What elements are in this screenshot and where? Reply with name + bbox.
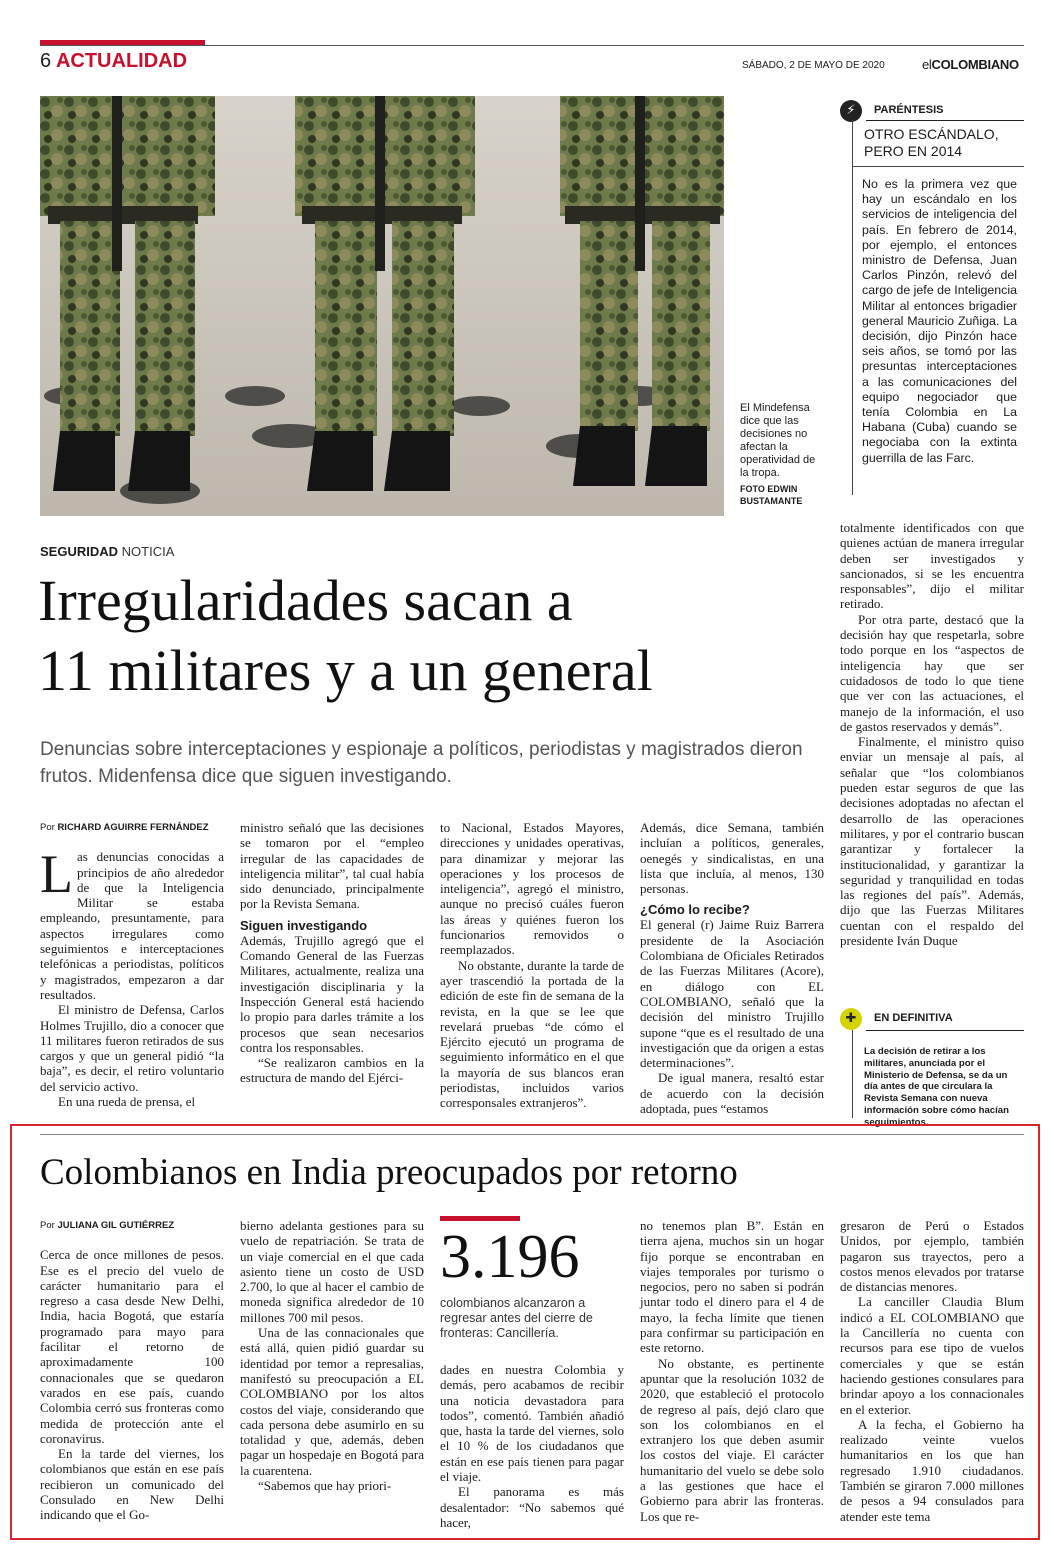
photo-credit: FOTO EDWIN BUSTAMANTE [740, 484, 803, 506]
article-deck: Denuncias sobre interceptaciones y espionaje a políticos, periodistas y magistrados dieron frutos. Midenfensa dice que siguen investigando. [40, 739, 803, 787]
article2-col-2: bierno adelanta gestiones para su vuelo de repatriación. Se trata de un viaje comercial en el que cada asiento tiene un costo de USD 2.700, lo que al hacer el cambio de moneda significa alrededor de 10 millones 700 mil pesos. Una de las connacionales que está allá, quien pidió guardar su identidad por temor a represalias, manifestó su preocupación a EL COLOMBIANO por los altos costos del viaje, considerando que cada persona debe asumirlo en su totalidad y que, además, deben pagar un hospedaje en Bogotá para la cuarentena. “Sabemos que hay priori- [240, 1218, 424, 1494]
article2-author: JULIANA GIL GUTIÉRREZ [57, 1220, 175, 1231]
summary-icon: ✚ [840, 1008, 862, 1030]
article-headline [38, 566, 828, 706]
summary-label: EN DEFINITIVA [874, 1012, 953, 1024]
summary-left-rule [852, 1030, 853, 1118]
section-header [40, 50, 187, 73]
soldiers-photo [40, 96, 724, 516]
issue-date: SÁBADO, 2 DE MAYO DE 2020 [742, 60, 885, 71]
article1-byline: Por RICHARD AGUIRRE FERNÁNDEZ [40, 822, 209, 833]
subhead-como-lo-recibe: ¿Cómo lo recibe? [640, 902, 750, 918]
article2-byline: Por JULIANA GIL GUTIÉRREZ [40, 1220, 175, 1231]
lead-photo [40, 96, 724, 516]
article1-col-3: to Nacional, Estados Mayores, direcciones y unidades operativas, para dinamizar y mejorar las operaciones y los procesos de inteligencia”, agregó el ministro, aunque no precisó cuáles fueron las áreas y quiénes fueron los funcionarios removidos o reemplazados. No obstante, durante la tarde de ayer trascendió la portada de la edición de este fin de semana de la revista, en la que se lee que revelará pruebas “de cómo el Ejército ejecutó un programa de seguimiento informático en el que la mayoría de sus blancos eran periodistas, incluidos varios corresponsales extranjeros”. [440, 820, 624, 1111]
photo-caption-text: El Mindefensa dice que las decisiones no afectan la operatividad de la tropa. [740, 402, 816, 479]
article1-col-1: Por RICHARD AGUIRRE FERNÁNDEZ Las denuncias conocidas a principios de año alrededor de que la Inteligencia Militar se estaba empleando, presuntamente, para aspectos irregulares como seguimientos e interceptaciones telefónicas a periodistas, políticos y magistrados, empezaron a dar resultados. El ministro de Defensa, Carlos Holmes Trujillo, dio a conocer que 11 militares fueron retirados de sus cargos y que un general pidió “la baja”, es decir, el retiro voluntario del servicio activo. En una rueda de prensa, el [40, 822, 224, 1110]
section-name: ACTUALIDAD [55, 50, 188, 72]
summary-text: La decisión de retirar a los militares, anunciada por el Ministerio de Defensa, se da un día antes de que circulara la Revista Semana con nueva información sobre cómo hacían seguimientos. [864, 1046, 1010, 1128]
kicker-type: NOTICIA [121, 544, 175, 559]
headline-line-1: Irregularidades sacan a [38, 568, 573, 633]
brand-prefix: el [922, 57, 932, 72]
article-kicker [40, 544, 174, 559]
page-number: 6 [40, 50, 52, 72]
sidebar-rule [866, 120, 1024, 121]
article2-col-1: Por JULIANA GIL GUTIÉRREZ Cerca de once millones de pesos. Ese es el precio del vuelo de carácter humanitario para el regreso a casa desde New Delhi, India, hacia Bogotá, que estaría programado para mayo para facilitar el retorno de aproximadamente 100 connacionales que se quedaron varados en ese país, cuando Colombia cerró sus fronteras como medida de protección ante el coronavirus. En la tarde del viernes, los colombianos que están en ese país recibieron un comunicado del Consulado en New Delhi indicando que el Go- [40, 1220, 224, 1523]
photo-caption [740, 402, 825, 507]
stat-text: colombianos alcanzaron a regresar antes del cierre de fronteras: Cancillería. [440, 1296, 593, 1340]
article2-top-rule [40, 1134, 1024, 1135]
headline-line-2: 11 militares y a un general [38, 638, 653, 703]
sidebar-title-rule [852, 166, 1024, 167]
summary-rule [866, 1030, 1024, 1031]
article2-col-5: gresaron de Perú o Estados Unidos, por ejemplo, también pagaron sus trayectos, pero a costos menos elevados por tratarse de distancias menores. La canciller Claudia Blum indicó a EL COLOMBIANO que la Cancillería no cuenta con recursos para ese tipo de vuelos comerciales y que se están haciendo gestiones consulares para brindar apoyo a los connacionales en el exterior. A la fecha, el Gobierno ha realizado veinte vuelos humanitarios en los que han regresado 1.910 ciudadanos. También se giraron 7.000 millones de pesos a 94 consulados para atender este tema [840, 1218, 1024, 1524]
sidebar-text: No es la primera vez que hay un escándalo en los servicios de inteligencia del país. En febrero de 2014, por ejemplo, el entonces ministro de Defensa, Juan Carlos Pinzón, relevó del cargo de jefe de Inteligencia Militar al entonces brigadier general Mauricio Zuñiga. La decisión, dijo Pinzón hace seis años, se tomó por las presuntas interceptaciones a las comunicaciones del equipo negociador que tenía Colombia en La Habana (Cuba) cuando se negociaba con la extinta guerrilla de las Farc. [862, 177, 1017, 465]
article1-col-4: Además, dice Semana, también incluían a políticos, generales, oenegés y sindicalistas, en una lista que incluía, al menos, 130 personas. ¿Cómo lo recibe? El general (r) Jaime Ruiz Barrera presidente de la Asociación Colombiana de Oficiales Retirados de las Fuerzas Militares (Acore), en diálogo con EL COLOMBIANO, señaló que la decisión del ministro Trujillo supone “que es el resultado de una investigación que da origen a estas determinaciones”. De igual manera, resaltó estar de acuerdo con la decisión adoptada, pues “estamos [640, 820, 824, 1117]
dropcap: L [40, 844, 73, 905]
article2-col-3: dades en nuestra Colombia y demás, pero acabamos de recibir una noticia devastadora para todos”, comentó. También añadió que, hasta la tarde del viernes, solo el 10 % de los ciudadanos que están en ese país tienen para pagar el viaje. El panorama es más desalentador: “No sabemos qué hacer, [440, 1362, 624, 1530]
article1-col-2: ministro señaló que las decisiones se tomaron por el “empleo irregular de las capacidades de inteligencia militar”, tal cual había sido denunciado, principalmente por la Revista Semana. Siguen investigando Además, Trujillo agregó que el Comando General de las Fuerzas Militares, actualmente, realiza una investigación disciplinaria y la Inspección General está haciendo lo propio para darles trámite a los procesos que sean necesarios contra los responsables. “Se realizaron cambios en la estructura de mando del Ejérci- [240, 820, 424, 1086]
article2-col-4: no tenemos plan B”. Están en tierra ajena, muchos sin un hogar fijo porque se encontraban en viajes temporales por turismo o negocios, pero no saben si podrán juntar todo el dinero para el 4 de mayo, la fecha límite que tienen para confirmar su participación en este retorno. No obstante, es pertinente apuntar que la resolución 1032 de 2020, que estableció el protocolo de regreso al país, dejó claro que son los colombianos en el extranjero los que deben asumir los costos del viaje. El carácter humanitario del vuelo se debe solo a las gestiones que hace el Gobierno para abrir las fronteras. Los que re- [640, 1218, 824, 1524]
stat-number: 3.196 [440, 1223, 580, 1291]
sidebar-icon: ⚡ [840, 100, 862, 122]
subhead-siguen-investigando: Siguen investigando [240, 917, 368, 933]
sidebar-left-rule [852, 120, 853, 495]
article1-col-5: totalmente identificados con que quienes actúan de manera irregular deben ser investigados y sancionados, si se les encuentra responsables”, dijo el militar retirado. Por otra parte, destacó que la decisión hay que respetarla, sobre todo porque en los “aspectos de inteligencia hay que ser cuidadosos de todo lo que tiene que ver con las actuaciones, el manejo de la información, el uso de gastos reservados y demás”. Finalmente, el ministro quiso enviar un mensaje al país, al señalar que “los colombianos pueden estar seguros de que las decisiones adoptadas no afectan el desarrollo de las operaciones militares, y por el contrario buscan garantizar y fortalecer la institucionalidad, y garantizar la seguridad y tranquilidad en todas las regiones del país”. Además, dijo que las Fuerzas Militares cuentan con el respaldo del presidente Iván Duque [840, 520, 1024, 949]
header-rule [40, 45, 1024, 46]
kicker-section: SEGURIDAD [40, 544, 119, 559]
stat-accent-bar [440, 1216, 520, 1221]
article2-headline: Colombianos en India preocupados por retorno [40, 1152, 738, 1193]
sidebar-title: OTRO ESCÁNDALO, PERO EN 2014 [864, 126, 999, 159]
article1-author: RICHARD AGUIRRE FERNÁNDEZ [57, 822, 209, 833]
sidebar-label: PARÉNTESIS [874, 104, 944, 116]
brand-logo [922, 57, 1019, 72]
brand-name: COLOMBIANO [931, 57, 1019, 72]
